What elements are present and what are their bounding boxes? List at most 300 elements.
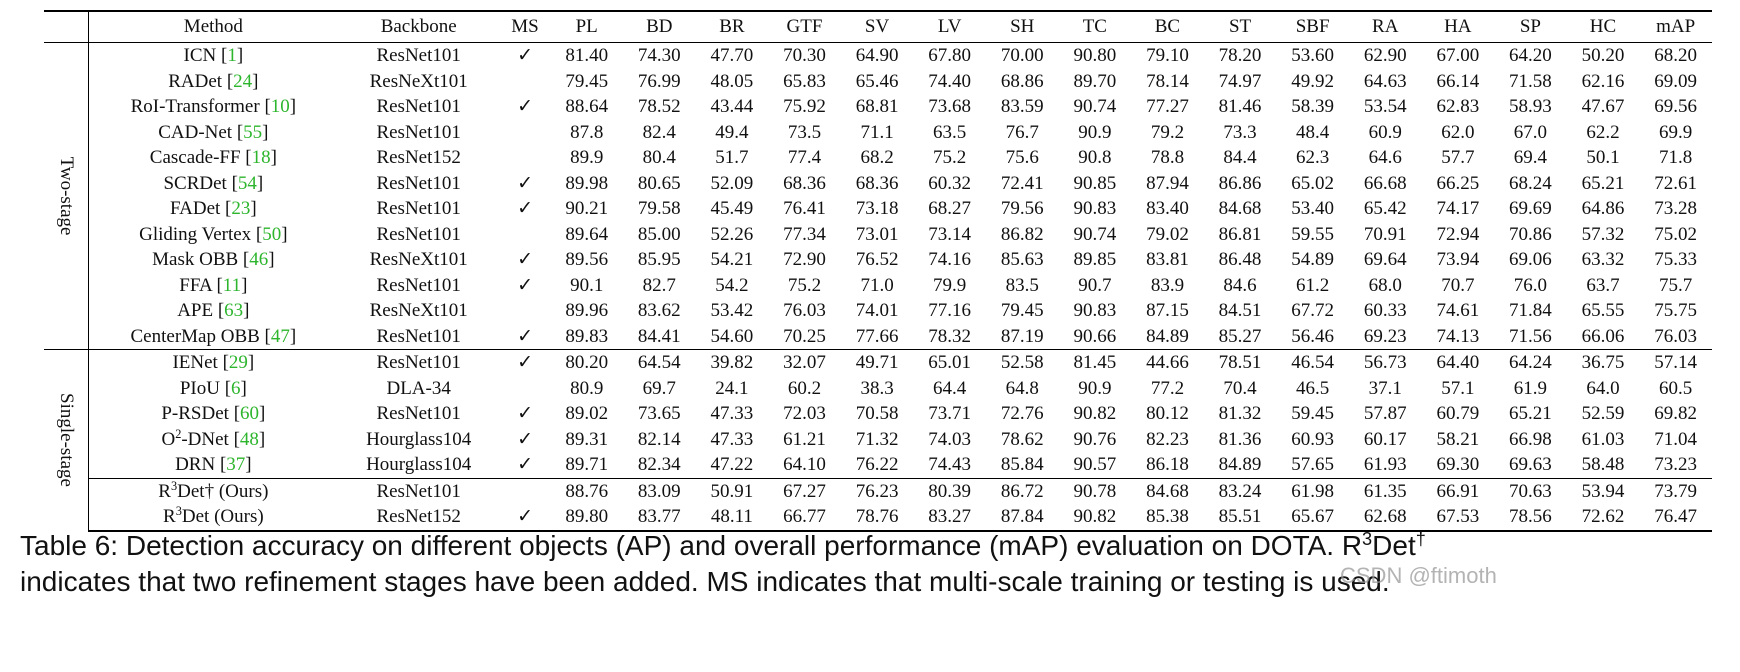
citation-link[interactable]: 50: [262, 223, 282, 245]
value-cell-st: 83.24: [1204, 478, 1277, 504]
backbone-cell: ResNeXt101: [369, 300, 468, 321]
value-cell-pl: 88.76: [550, 478, 623, 504]
value-cell-br: 47.33: [710, 428, 754, 450]
value-cell-pl: 81.40: [565, 45, 609, 66]
value-cell-ra: 66.68: [1363, 172, 1407, 194]
value-cell-bc: 77.27: [1146, 96, 1189, 117]
group-label: Two-stage: [55, 156, 77, 236]
citation-link[interactable]: 18: [251, 147, 271, 168]
value-cell-bc: 80.12: [1146, 403, 1189, 424]
value-cell-sh: 79.56: [1000, 198, 1044, 219]
value-cell-sv: 77.66: [855, 325, 899, 347]
table-row: [44, 273, 1712, 299]
value-cell-st: 81.36: [1218, 428, 1262, 450]
value-cell-map: 71.8: [1659, 147, 1693, 168]
value-cell-bd: 69.7: [642, 377, 676, 399]
value-cell-bd: 74.30: [637, 45, 681, 66]
value-cell-map: 76.47: [1639, 504, 1712, 531]
method-cell: $R^3Det\dagger$ (Ours): [89, 478, 338, 504]
citation-link[interactable]: 37: [226, 454, 246, 475]
value-cell-tc: 90.85: [1073, 172, 1117, 194]
backbone-cell: ResNet101: [376, 223, 461, 245]
value-cell-bd: 83.77: [623, 504, 696, 531]
citation-link[interactable]: 47: [270, 325, 290, 347]
value-cell-bc: 87.15: [1146, 300, 1189, 321]
value-cell-sh: 75.6: [1005, 147, 1039, 168]
value-cell-ha: 70.7: [1441, 274, 1475, 296]
value-cell-st: 81.32: [1218, 403, 1262, 424]
value-cell-map: 73.79: [1639, 478, 1712, 504]
citation-link[interactable]: 29: [228, 352, 248, 373]
table-row: [44, 401, 1712, 427]
value-cell-hc: 53.94: [1567, 478, 1640, 504]
value-cell-hc: 36.75: [1567, 350, 1640, 376]
value-cell-st: 84.4: [1223, 147, 1257, 168]
value-cell-lv: 74.40: [928, 70, 972, 92]
method-cell: RADet [24]: [168, 70, 259, 92]
value-cell-hc: 52.59: [1581, 403, 1625, 424]
table-row: [44, 222, 1712, 248]
table-row: [44, 504, 1712, 531]
value-cell-ra: 57.87: [1363, 403, 1407, 424]
column-header-br: BR: [719, 16, 745, 37]
value-cell-ha: 67.00: [1436, 45, 1480, 66]
value-cell-sbf: 59.55: [1291, 223, 1334, 245]
value-cell-br: 50.91: [696, 478, 769, 504]
citation-link[interactable]: 23: [231, 198, 251, 219]
value-cell-ha: 58.21: [1436, 428, 1480, 450]
value-cell-br: 53.42: [710, 300, 754, 321]
value-cell-sbf: 61.2: [1296, 274, 1330, 296]
value-cell-lv: 67.80: [928, 45, 972, 66]
method-cell: Gliding Vertex [50]: [139, 223, 288, 245]
value-cell-map: 73.23: [1654, 454, 1698, 475]
backbone-cell: ResNet101: [376, 96, 461, 117]
value-cell-sp: 67.0: [1513, 121, 1548, 143]
ms-cell: ✓: [517, 45, 533, 66]
value-cell-gtf: 72.03: [783, 403, 826, 424]
value-cell-sh: 52.58: [986, 350, 1059, 376]
value-cell-map: 68.20: [1654, 45, 1698, 66]
value-cell-sv: 73.01: [855, 223, 899, 245]
value-cell-tc: 90.82: [1059, 504, 1132, 531]
value-cell-sp: 69.69: [1509, 198, 1552, 219]
value-cell-sp: 58.93: [1509, 96, 1552, 117]
value-cell-hc: 62.2: [1586, 121, 1620, 143]
table-row: [44, 427, 1712, 453]
value-cell-sh: 85.63: [1000, 249, 1044, 270]
value-cell-br: 47.22: [710, 454, 754, 475]
value-cell-tc: 90.57: [1073, 454, 1117, 475]
value-cell-br: 54.21: [710, 249, 754, 270]
value-cell-hc: 65.55: [1581, 300, 1625, 321]
value-cell-pl: 89.71: [565, 454, 609, 475]
value-cell-sp: 68.24: [1509, 172, 1552, 194]
value-cell-gtf: 64.10: [783, 454, 826, 475]
value-cell-sv: 49.71: [841, 350, 914, 376]
value-cell-pl: 80.9: [570, 377, 604, 399]
value-cell-hc: 50.1: [1586, 147, 1620, 168]
table-row: [44, 145, 1712, 171]
value-cell-sp: 69.63: [1509, 454, 1552, 475]
value-cell-map: 72.61: [1654, 172, 1698, 194]
value-cell-ra: 37.1: [1368, 377, 1402, 399]
method-cell: CenterMap OBB [47]: [130, 325, 297, 347]
results-table: [44, 10, 1712, 532]
value-cell-lv: 73.71: [928, 403, 972, 424]
value-cell-tc: 90.76: [1073, 428, 1117, 450]
column-header-lv: LV: [937, 16, 962, 37]
table-row: [44, 298, 1712, 324]
value-cell-sh: 64.8: [1005, 377, 1039, 399]
value-cell-bd: 73.65: [637, 403, 681, 424]
value-cell-bc: 87.94: [1146, 172, 1189, 194]
citation-link[interactable]: 46: [249, 249, 269, 270]
citation-link[interactable]: 60: [240, 403, 260, 424]
value-cell-ha: 57.7: [1441, 147, 1475, 168]
group-label: Single-stage: [55, 393, 77, 488]
value-cell-tc: 90.9: [1078, 377, 1112, 399]
backbone-cell: ResNet101: [376, 121, 461, 143]
value-cell-br: 43.44: [710, 96, 754, 117]
value-cell-lv: 64.4: [933, 377, 967, 399]
backbone-cell: ResNeXt101: [369, 70, 468, 92]
value-cell-sv: 64.90: [855, 45, 899, 66]
value-cell-ha: 74.61: [1436, 300, 1480, 321]
table-row: [44, 120, 1712, 146]
value-cell-sv: 76.23: [841, 478, 914, 504]
column-header-backbone: Backbone: [380, 16, 457, 37]
value-cell-tc: 90.78: [1059, 478, 1132, 504]
value-cell-sh: 70.00: [1000, 45, 1044, 66]
table-row: [44, 478, 1712, 504]
backbone-cell: DLA-34: [386, 377, 451, 399]
column-header-st: ST: [1228, 16, 1252, 37]
value-cell-pl: 90.1: [570, 274, 604, 296]
method-cell: ICN [1]: [183, 45, 244, 66]
backbone-cell: ResNet101: [338, 478, 500, 504]
value-cell-tc: 81.45: [1059, 350, 1132, 376]
value-cell-ha: 57.1: [1441, 377, 1475, 399]
backbone-cell: ResNet101: [376, 172, 461, 194]
citation-link[interactable]: 48: [239, 428, 259, 450]
table-header-row: [44, 11, 1712, 43]
value-cell-map: 76.03: [1654, 325, 1698, 347]
value-cell-st: 84.89: [1218, 454, 1262, 475]
value-cell-ra: 61.93: [1363, 454, 1407, 475]
value-cell-gtf: 75.92: [783, 96, 826, 117]
column-header-map: mAP: [1656, 16, 1696, 37]
value-cell-ha: 69.30: [1436, 454, 1480, 475]
value-cell-tc: 90.74: [1073, 96, 1117, 117]
value-cell-st: 78.51: [1204, 350, 1277, 376]
table-row: [44, 452, 1712, 478]
value-cell-ha: 74.17: [1436, 198, 1480, 219]
column-header-sh: SH: [1010, 16, 1035, 37]
value-cell-bc: 79.10: [1146, 45, 1189, 66]
value-cell-ha: 66.14: [1436, 70, 1480, 92]
value-cell-bd: 82.14: [637, 428, 681, 450]
value-cell-sh: 85.84: [1000, 454, 1044, 475]
value-cell-map: 60.5: [1659, 377, 1693, 399]
ms-cell: [500, 478, 551, 504]
citation-link[interactable]: 55: [243, 121, 263, 143]
method-cell: IENet [29]: [89, 350, 338, 376]
value-cell-hc: 65.21: [1581, 172, 1625, 194]
value-cell-ha: 74.13: [1436, 325, 1480, 347]
ms-cell: ✓: [517, 172, 533, 194]
value-cell-pl: 89.83: [565, 325, 609, 347]
value-cell-pl: 89.9: [570, 147, 604, 168]
value-cell-sbf: 61.98: [1276, 478, 1349, 504]
method-cell: FADet [23]: [169, 198, 257, 219]
value-cell-ha: 62.0: [1441, 121, 1475, 143]
table-row: [44, 69, 1712, 95]
value-cell-st: 84.51: [1218, 300, 1262, 321]
value-cell-map: 75.33: [1654, 249, 1698, 270]
citation-link[interactable]: 6: [231, 377, 241, 399]
value-cell-bd: 80.65: [637, 172, 681, 194]
value-cell-tc: 90.7: [1078, 274, 1112, 296]
value-cell-map: 57.14: [1639, 350, 1712, 376]
value-cell-sv: 68.2: [860, 147, 894, 168]
value-cell-ra: 70.91: [1363, 223, 1407, 245]
ms-cell: ✓: [517, 454, 533, 475]
caption-line-2: indicates that two refinement stages have been added. MS indicates that multi-scale training or testing is used.: [20, 566, 1390, 597]
value-cell-bd: 83.62: [637, 300, 681, 321]
value-cell-br: 52.26: [710, 223, 754, 245]
value-cell-map: 69.82: [1654, 403, 1698, 424]
backbone-cell: Hourglass104: [366, 454, 472, 475]
ms-cell: [500, 120, 551, 146]
value-cell-bc: 44.66: [1131, 350, 1204, 376]
value-cell-tc: 90.8: [1078, 147, 1112, 168]
value-cell-bd: 64.54: [623, 350, 696, 376]
method-cell: Cascade-FF [18]: [149, 147, 277, 168]
value-cell-sp: 70.63: [1494, 478, 1567, 504]
value-cell-sv: 38.3: [860, 377, 894, 399]
value-cell-sv: 70.58: [855, 403, 899, 424]
column-header-tc: TC: [1082, 16, 1107, 37]
value-cell-bd: 85.95: [637, 249, 681, 270]
value-cell-lv: 65.01: [913, 350, 986, 376]
value-cell-sv: 74.01: [855, 300, 899, 321]
value-cell-bc: 85.38: [1131, 504, 1204, 531]
value-cell-gtf: 61.21: [783, 428, 826, 450]
backbone-cell: ResNet101: [338, 350, 500, 376]
value-cell-tc: 90.9: [1078, 121, 1112, 143]
column-header-bd: BD: [646, 16, 673, 37]
value-cell-sv: 68.81: [855, 96, 899, 117]
value-cell-ha: 64.40: [1422, 350, 1495, 376]
value-cell-map: 75.02: [1654, 223, 1698, 245]
value-cell-sbf: 59.45: [1291, 403, 1334, 424]
value-cell-gtf: 70.25: [783, 325, 826, 347]
value-cell-tc: 90.83: [1073, 198, 1117, 219]
citation-link[interactable]: 10: [270, 96, 290, 117]
table-row: [44, 171, 1712, 197]
value-cell-ha: 60.79: [1436, 403, 1480, 424]
value-cell-sp: 71.56: [1509, 325, 1552, 347]
value-cell-ra: 64.6: [1368, 147, 1402, 168]
value-cell-bd: 79.58: [637, 198, 681, 219]
table-row: [44, 376, 1712, 402]
value-cell-ha: 73.94: [1436, 249, 1480, 270]
value-cell-ha: 67.53: [1422, 504, 1495, 531]
value-cell-hc: 72.62: [1567, 504, 1640, 531]
value-cell-bc: 84.89: [1146, 325, 1189, 347]
value-cell-st: 74.97: [1218, 70, 1262, 92]
table-row: [44, 43, 1712, 69]
column-header-sv: SV: [864, 16, 890, 37]
value-cell-st: 86.86: [1218, 172, 1262, 194]
value-cell-map: 75.7: [1659, 274, 1693, 296]
value-cell-ha: 72.94: [1436, 223, 1480, 245]
value-cell-gtf: 65.83: [783, 70, 826, 92]
value-cell-bd: 82.34: [637, 454, 681, 475]
value-cell-ha: 62.83: [1436, 96, 1480, 117]
value-cell-pl: 89.80: [550, 504, 623, 531]
value-cell-pl: 89.98: [565, 172, 609, 194]
value-cell-sh: 72.41: [1000, 172, 1044, 194]
value-cell-sv: 71.32: [855, 428, 899, 450]
value-cell-lv: 68.27: [928, 198, 972, 219]
value-cell-hc: 64.86: [1581, 198, 1625, 219]
value-cell-st: 73.3: [1223, 121, 1257, 143]
value-cell-br: 45.49: [710, 198, 754, 219]
citation-link[interactable]: 63: [224, 300, 244, 321]
value-cell-tc: 89.70: [1073, 70, 1117, 92]
value-cell-gtf: 72.90: [783, 249, 826, 270]
column-header-ha: HA: [1444, 16, 1472, 37]
value-cell-br: 48.11: [696, 504, 769, 531]
citation-link[interactable]: 1: [227, 45, 237, 66]
value-cell-sv: 68.36: [855, 172, 899, 194]
value-cell-map: 69.56: [1654, 96, 1698, 117]
value-cell-br: 51.7: [715, 147, 749, 168]
citation-link[interactable]: 54: [237, 172, 257, 194]
value-cell-pl: 89.31: [565, 428, 609, 450]
value-cell-ra: 68.0: [1368, 274, 1402, 296]
value-cell-sp: 69.06: [1509, 249, 1552, 270]
value-cell-pl: 88.64: [565, 96, 609, 117]
value-cell-hc: 64.0: [1586, 377, 1620, 399]
value-cell-map: 69.09: [1654, 70, 1698, 92]
value-cell-br: 48.05: [710, 70, 754, 92]
value-cell-gtf: 76.41: [783, 198, 826, 219]
column-header-method: Method: [183, 16, 243, 37]
value-cell-bd: 83.09: [623, 478, 696, 504]
value-cell-ra: 61.35: [1349, 478, 1422, 504]
value-cell-sh: 72.76: [1000, 403, 1044, 424]
ms-cell: [500, 298, 551, 324]
value-cell-sp: 70.86: [1509, 223, 1552, 245]
value-cell-bd: 82.4: [642, 121, 676, 143]
value-cell-ha: 66.25: [1436, 172, 1480, 194]
value-cell-br: 54.2: [715, 274, 749, 296]
value-cell-pl: 90.21: [565, 198, 609, 219]
value-cell-bc: 77.2: [1150, 377, 1185, 399]
value-cell-tc: 90.80: [1073, 45, 1117, 66]
value-cell-sbf: 56.46: [1291, 325, 1334, 347]
value-cell-ra: 56.73: [1349, 350, 1422, 376]
results-table-container: [44, 10, 1712, 532]
value-cell-lv: 75.2: [933, 147, 967, 168]
value-cell-lv: 83.27: [913, 504, 986, 531]
value-cell-sp: 61.9: [1513, 377, 1548, 399]
ms-cell: [500, 69, 551, 95]
column-header-gtf: GTF: [786, 16, 823, 37]
value-cell-lv: 60.32: [928, 172, 972, 194]
ms-cell: ✓: [517, 428, 533, 450]
ms-cell: ✓: [517, 249, 533, 270]
value-cell-gtf: 76.03: [783, 300, 826, 321]
value-cell-sp: 65.21: [1509, 403, 1552, 424]
value-cell-hc: 57.32: [1581, 223, 1625, 245]
ms-cell: [500, 376, 551, 402]
value-cell-sp: 64.24: [1494, 350, 1567, 376]
value-cell-sbf: 62.3: [1296, 147, 1330, 168]
value-cell-bc: 78.14: [1146, 70, 1189, 92]
value-cell-sh: 76.7: [1005, 121, 1039, 143]
group-label-cell: [44, 43, 89, 350]
value-cell-bc: 79.2: [1150, 121, 1185, 143]
value-cell-bc: 83.81: [1146, 249, 1189, 270]
citation-link[interactable]: 11: [222, 274, 242, 296]
value-cell-sp: 78.56: [1494, 504, 1567, 531]
value-cell-gtf: 77.4: [787, 147, 822, 168]
value-cell-sv: 71.1: [860, 121, 894, 143]
value-cell-sh: 79.45: [1000, 300, 1044, 321]
method-cell: $R^3Det$ (Ours): [89, 504, 338, 531]
caption-line-1: Table 6: Detection accuracy on different objects (AP) and overall performance (mAP) evaluation on DOTA. $R^3Det^\dagger$: [20, 529, 1426, 561]
value-cell-sp: 69.4: [1513, 147, 1548, 168]
value-cell-lv: 73.14: [928, 223, 972, 245]
table-row: [44, 247, 1712, 273]
value-cell-br: 47.70: [710, 45, 754, 66]
value-cell-sp: 64.20: [1509, 45, 1552, 66]
value-cell-lv: 74.43: [928, 454, 972, 475]
value-cell-sbf: 46.54: [1276, 350, 1349, 376]
value-cell-sbf: 60.93: [1291, 428, 1334, 450]
value-cell-lv: 74.16: [928, 249, 972, 270]
value-cell-sv: 76.52: [855, 249, 899, 270]
value-cell-map: 75.75: [1654, 300, 1698, 321]
value-cell-pl: 89.56: [565, 249, 609, 270]
group-label-cell: [44, 350, 89, 531]
value-cell-bc: 83.40: [1146, 198, 1189, 219]
value-cell-lv: 78.32: [928, 325, 972, 347]
backbone-cell: ResNet152: [376, 147, 461, 168]
backbone-cell: ResNet152: [338, 504, 500, 531]
value-cell-hc: 58.48: [1581, 454, 1625, 475]
value-cell-sbf: 48.4: [1296, 121, 1330, 143]
value-cell-ra: 53.54: [1363, 96, 1407, 117]
value-cell-lv: 77.16: [928, 300, 972, 321]
citation-link[interactable]: 24: [233, 70, 253, 92]
method-cell: CAD-Net [55]: [158, 121, 269, 143]
value-cell-pl: 79.45: [565, 70, 609, 92]
value-cell-gtf: 60.2: [787, 377, 822, 399]
method-cell: P-RSDet [60]: [161, 403, 266, 424]
value-cell-st: 70.4: [1223, 377, 1257, 399]
value-cell-tc: 90.83: [1073, 300, 1117, 321]
value-cell-sh: 83.5: [1005, 274, 1039, 296]
method-cell: PIoU [6]: [179, 377, 247, 399]
backbone-cell: ResNet101: [376, 45, 461, 66]
value-cell-sbf: 49.92: [1291, 70, 1334, 92]
value-cell-pl: 89.02: [565, 403, 609, 424]
